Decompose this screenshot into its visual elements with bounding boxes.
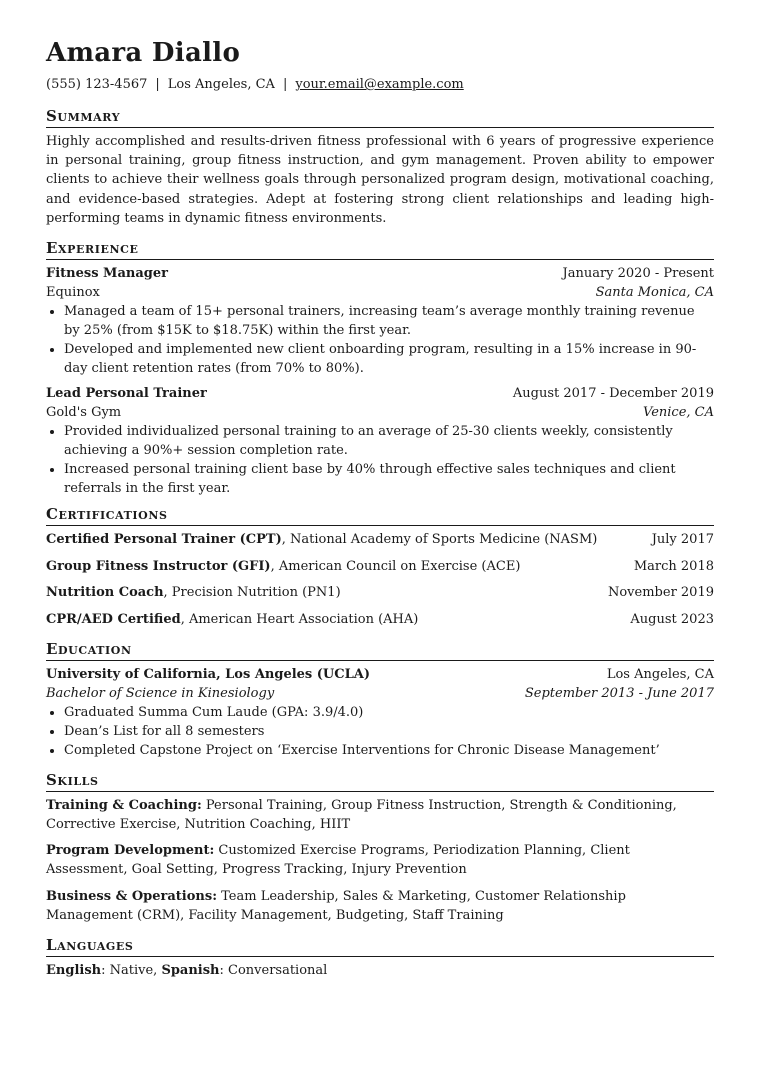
bullet-item: • Provided individualized personal training to an average of 25-30 clients weekly, consistently achieving a 90%+ session completion rate.	[64, 422, 714, 460]
summary-section	[46, 106, 714, 228]
job-role: Lead Personal Trainer	[46, 386, 207, 402]
candidate-name: Amara Diallo	[46, 38, 241, 68]
education-dates: September 2013 - June 2017	[524, 685, 714, 701]
language-level: : Native	[101, 963, 154, 979]
bullet-item: • Completed Capstone Project on ‘Exercise Interventions for Chronic Disease Management’	[64, 741, 714, 760]
job-location: Santa Monica, CA	[595, 285, 714, 301]
skill-group-text: Personal Training, Group Fitness Instruction, Strength & Conditioning, Corrective Exercise, Nutrition Coaching, HIIT	[46, 797, 677, 832]
job-company: Gold's Gym	[46, 405, 122, 421]
school-name: University of California, Los Angeles (UCLA)	[46, 666, 370, 682]
education-subheader	[46, 684, 714, 703]
section-title-certifications: Certifications	[46, 504, 714, 526]
summary-text: Highly accomplished and results-driven fitness professional with 6 years of progressive experience in personal training, group fitness instruction, and gym management. Proven ability to empower clients to achieve their wellness goals through personalized program design, motivational coaching, and evidence-based strategies. Adept at fostering strong client relationships and leading high-performing teams in dynamic fitness environments.	[46, 134, 714, 226]
cert-date: March 2018	[633, 558, 714, 574]
experience-section	[46, 238, 714, 498]
certifications-section	[46, 504, 714, 629]
job-company: Equinox	[46, 285, 100, 301]
language-name: English	[46, 963, 102, 979]
language-level: : Conversational	[219, 963, 328, 979]
section-title-skills: Skills	[46, 770, 714, 792]
skill-group	[46, 796, 714, 834]
email-link[interactable]: your.email@example.com	[295, 77, 464, 92]
separator: |	[282, 77, 288, 92]
certification-row	[46, 610, 714, 629]
job-header	[46, 384, 714, 403]
education-bullets	[46, 703, 714, 760]
certification-row	[46, 557, 714, 576]
skill-group-label: Program Development:	[46, 843, 215, 859]
section-title-summary: Summary	[46, 106, 714, 128]
job-header	[46, 264, 714, 283]
bullet-item: • Dean’s List for all 8 semesters	[64, 722, 714, 741]
cert-date: November 2019	[607, 585, 714, 601]
skill-group-label: Training & Coaching:	[46, 797, 202, 813]
cert-issuer: , National Academy of Sports Medicine (NASM)	[281, 532, 598, 548]
skill-group	[46, 841, 714, 879]
school-location: Los Angeles, CA	[606, 666, 714, 682]
cert-name: Certified Personal Trainer (CPT)	[46, 532, 282, 548]
job-bullets	[46, 422, 714, 498]
bullet-item: • Managed a team of 15+ personal trainers, increasing team’s average monthly training revenue by 25% (from $15K to $18.75K) within the first year.	[64, 302, 714, 340]
language-joiner: ,	[153, 963, 162, 979]
section-title-education: Education	[46, 639, 714, 661]
section-title-experience: Experience	[46, 238, 714, 260]
skills-section	[46, 770, 714, 925]
job-subheader	[46, 403, 714, 422]
job-dates: January 2020 - Present	[562, 266, 714, 282]
cert-date: August 2023	[630, 611, 714, 627]
job-subheader	[46, 283, 714, 302]
bullet-item: • Increased personal training client base by 40% through effective sales techniques and client referrals in the first year.	[64, 460, 714, 498]
job-dates: August 2017 - December 2019	[512, 386, 714, 402]
contact-line	[46, 76, 714, 94]
education-section	[46, 639, 714, 760]
location: Los Angeles, CA	[167, 77, 275, 92]
languages-line	[46, 961, 714, 980]
cert-name: Nutrition Coach	[46, 585, 164, 601]
languages-section	[46, 935, 714, 980]
section-title-languages: Languages	[46, 935, 714, 957]
job-role: Fitness Manager	[46, 266, 168, 282]
bullet-item: • Developed and implemented new client onboarding program, resulting in a 15% increase in 90-day client retention rates (from 70% to 80%).	[64, 340, 714, 378]
job-entry	[46, 264, 714, 378]
education-header	[46, 665, 714, 684]
skill-group-label: Business & Operations:	[46, 888, 217, 904]
degree: Bachelor of Science in Kinesiology	[46, 685, 275, 701]
bullet-item: • Graduated Summa Cum Laude (GPA: 3.9/4.0)	[64, 703, 714, 722]
skill-group-text: Team Leadership, Sales & Marketing, Customer Relationship Management (CRM), Facility Management, Budgeting, Staff Training	[46, 888, 626, 923]
certification-row	[46, 583, 714, 602]
language-name: Spanish	[161, 963, 220, 979]
resume-page	[46, 36, 714, 980]
phone-number: (555) 123-4567	[46, 77, 148, 92]
cert-name: Group Fitness Instructor (GFI)	[46, 558, 271, 574]
cert-name: CPR/AED Certified	[46, 611, 181, 627]
cert-date: July 2017	[651, 532, 714, 548]
cert-issuer: , American Heart Association (AHA)	[180, 611, 419, 627]
job-entry	[46, 384, 714, 498]
job-location: Venice, CA	[643, 405, 714, 421]
skill-group-text: Customized Exercise Programs, Periodization Planning, Client Assessment, Goal Setting, Progress Tracking, Injury Prevention	[46, 843, 630, 878]
cert-issuer: , American Council on Exercise (ACE)	[270, 558, 521, 574]
certification-row	[46, 530, 714, 549]
job-bullets	[46, 302, 714, 378]
separator: |	[155, 77, 160, 92]
skill-group	[46, 887, 714, 925]
cert-issuer: , Precision Nutrition (PN1)	[163, 585, 341, 601]
